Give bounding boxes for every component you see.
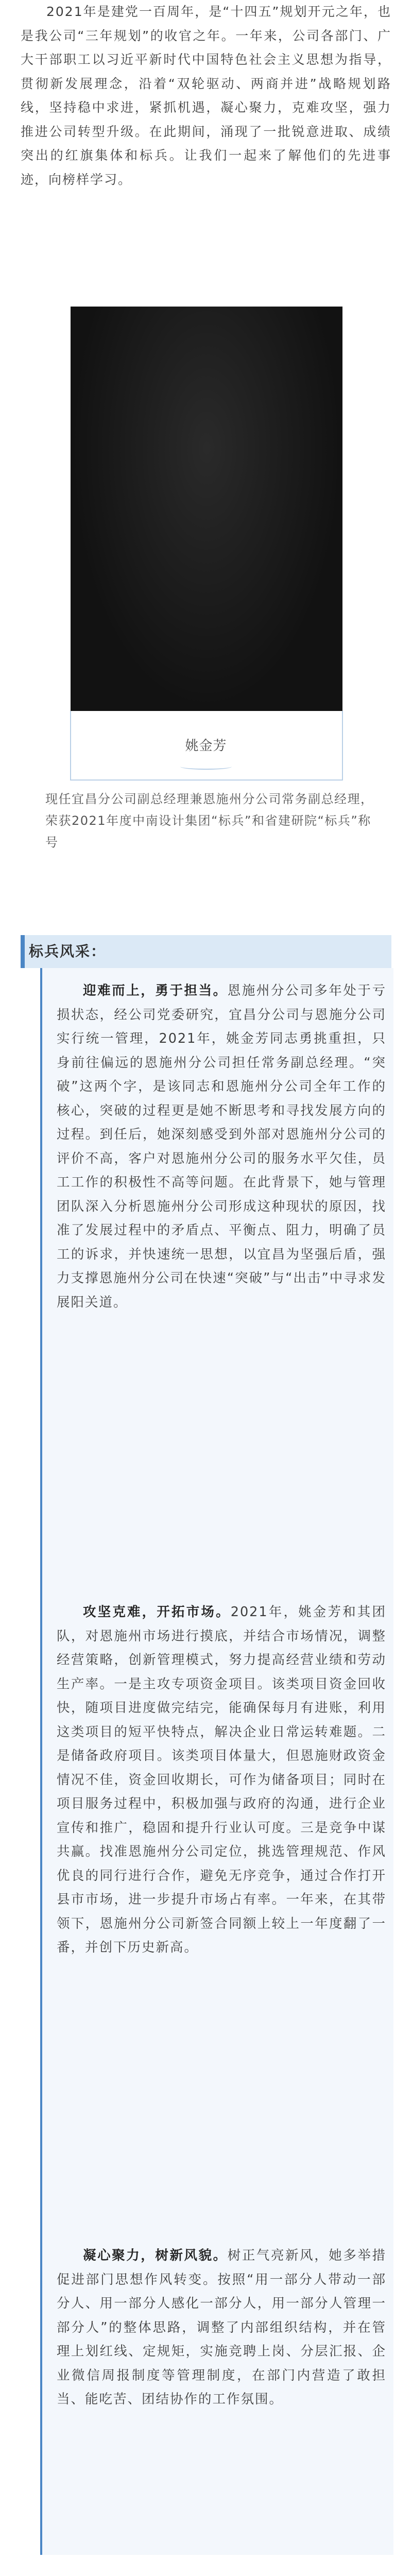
paragraph-1-lead: 迎难而上，勇于担当。 <box>83 983 228 998</box>
paragraph-1-body: 恩施州分公司多年处于亏损状态，经公司党委研究，宜昌分公司与恩施分公司实行统一管理，2021年，姚金芳同志勇挑重担，只身前往偏远的恩施州分公司担任常务副总经理。“突破”这两个字，是该同志和恩施州分公司全年工作的核心，突破的过程更是她不断思考和寻找发展方向的过程。到任后，她深刻感受到外部对恩施州分公司的评价不高，客户对恩施州分公司的服务水平欠佳，员工工作的积极性不高等问题。在此背景下，她与管理团队深入分析恩施州分公司形成这种现状的原因，找准了发展过程中的矛盾点、平衡点、阻力，明确了员工的诉求，并快速统一思想，以宜昌为坚强后盾，强力支撑恩施州分公司在快速“突破”与“出击”中寻求发展阳关道。 <box>57 983 386 1310</box>
portrait-photo <box>71 307 342 711</box>
paragraph-2-lead: 攻坚克难，开拓市场。 <box>83 1604 231 1620</box>
section-title: 标兵风采： <box>29 943 107 960</box>
intro-paragraph: 2021年是建党一百周年，是“十四五”规划开元之年，也是我公司“三年规划”的收官之年。一年来，公司各部门、广大干部职工以习近平新时代中国特色社会主义思想为指导，贯彻新发展理念，沿着“双轮驱动、两商并进”战略规划路线，坚持稳中求进，紧抓机遇，凝心聚力，克难攻坚，强力推进公司转型升级。在此期间，涌现了一批锐意进取、成绩突出的红旗集体和标兵。让我们一起来了解他们的先进事迹，向榜样学习。 <box>21 4 391 187</box>
paragraph-1 <box>57 979 386 1314</box>
paragraph-2 <box>57 1600 386 1960</box>
paragraph-3 <box>57 2244 386 2412</box>
paragraph-2-body: 2021年，姚金芳和其团队，对恩施州市场进行摸底，并结合市场情况，调整经营策略，创新管理模式，努力提高经营业绩和劳动生产率。一是主攻专项资金项目。该类项目资金回收快，随项目进度做完结完，能确保每月有进账，利用这类项目的短平快特点，解决企业日常运转难题。二是储备政府项目。该类项目体量大，但恩施财政资金情况不佳，资金回收期长，可作为储备项目；同时在项目服务过程中，积极加强与政府的沟通，进行企业宣传和推广，稳固和提升行业认可度。三是竞争中谋共赢。找准恩施州分公司定位，挑选管理规范、作风优良的同行进行合作，避免无序竞争，通过合作打开县市市场，进一步提升市场占有率。一年来，在其带领下，恩施州分公司新签合同额上较上一年度翻了一番，并创下历史新高。 <box>57 1604 386 1955</box>
paragraph-3-body: 树正气亮新风，她多举措促进部门思想作风转变。按照“用一部分人带动一部分人、用一部分人感化一部分人，用一部分人管理一部分人”的整体思路，调整了内部组织结构，并在管理上划红线、定规矩，实施竞聘上岗、分层汇报、企业微信周报制度等管理制度，在部门内营造了敢担当、能吃苦、团结协作的工作氛围。 <box>57 2248 386 2407</box>
section-accent-bar <box>21 935 25 968</box>
profile-name: 姚金芳 <box>185 738 227 754</box>
profile-bio: 现任宜昌分公司副总经理兼恩施州分公司常务副总经理，荣获2021年度中南设计集团“标兵”和省建研院“标兵”称号 <box>45 792 374 850</box>
section-header <box>21 935 391 968</box>
caption-underline <box>180 764 232 770</box>
paragraph-3-lead: 凝心聚力，树新风貌。 <box>83 2248 228 2263</box>
